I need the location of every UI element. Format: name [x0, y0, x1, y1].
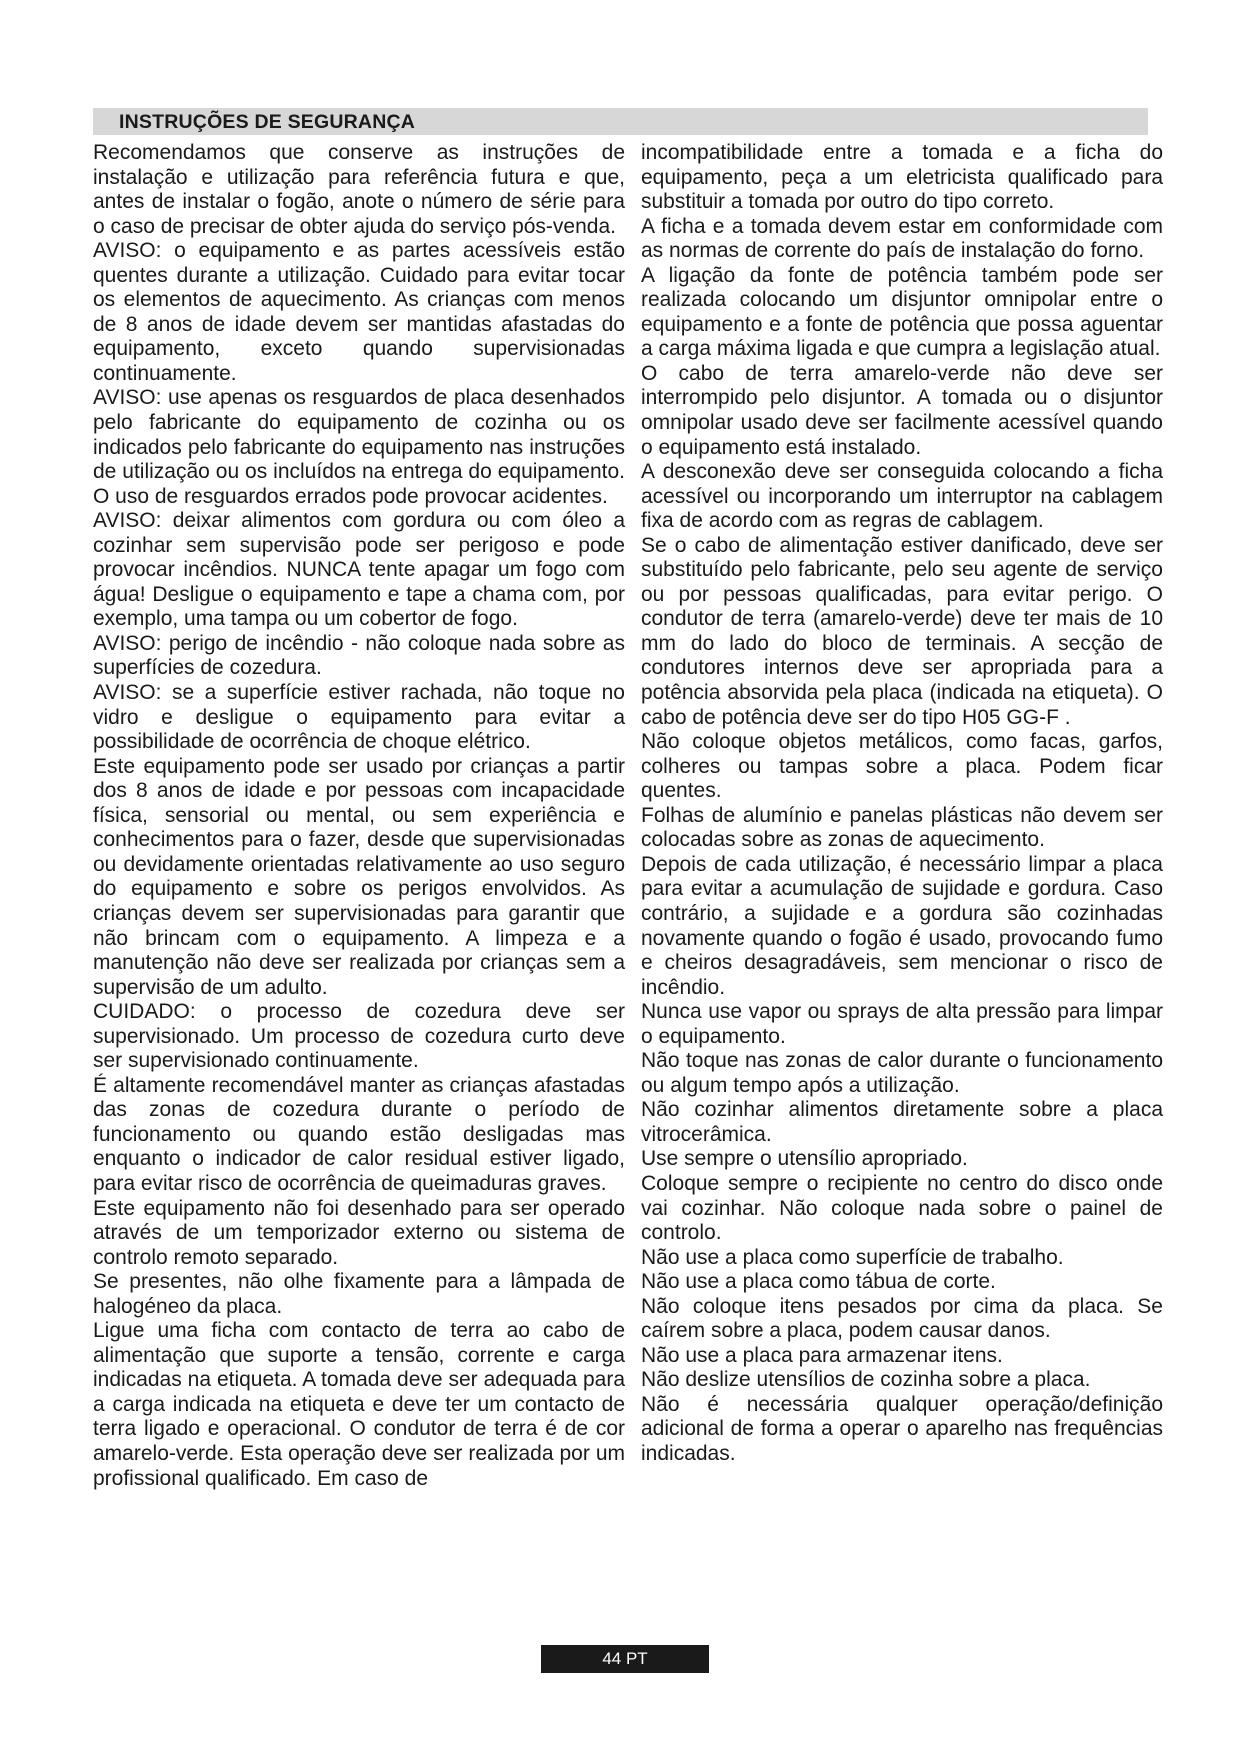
paragraph: AVISO: use apenas os resguardos de placa desenhados pelo fabricante do equipamento de cozinha ou os indicados pelo fabricante do equipamento nas instruções de utilização ou os incluídos na entrega do equipamento. O uso de resguardos errados pode provocar acidentes. [93, 386, 625, 508]
paragraph: AVISO: deixar alimentos com gordura ou com óleo a cozinhar sem supervisão pode ser perigoso e pode provocar incêndios. NUNCA tente apagar um fogo com água! Desligue o equipamento e tape a chama com, por exemplo, uma tampa ou um cobertor de fogo. [93, 509, 625, 631]
paragraph: Não cozinhar alimentos diretamente sobre a placa vitrocerâmica. [641, 1098, 1163, 1146]
paragraph: Recomendamos que conserve as instruções de instalação e utilização para referência futura e que, antes de instalar o fogão, anote o número de série para o caso de precisar de obter ajuda do serviço pós-venda. [93, 141, 625, 238]
paragraph: O cabo de terra amarelo-verde não deve ser interrompido pelo disjuntor. A tomada ou o disjuntor omnipolar usado deve ser facilmente acessível quando o equipamento está instalado. [641, 361, 1163, 459]
paragraph: AVISO: se a superfície estiver rachada, não toque no vidro e desligue o equipamento para evitar a possibilidade de ocorrência de choque elétrico. [93, 681, 625, 754]
paragraph: Se presentes, não olhe fixamente para a lâmpada de halogéneo da placa. [93, 1270, 625, 1318]
paragraph: Não é necessária qualquer operação/definição adicional de forma a operar o aparelho nas frequências indicadas. [641, 1392, 1163, 1465]
paragraph: Coloque sempre o recipiente no centro do disco onde vai cozinhar. Não coloque nada sobre o painel de controlo. [641, 1171, 1163, 1245]
section-header-bar [93, 108, 1148, 135]
paragraph: Se o cabo de alimentação estiver danificado, deve ser substituído pelo fabricante, pelo seu agente de serviço ou por pessoas qualificadas, para evitar perigo. O condutor de terra (amarelo-verde) deve ter mais de 10 mm do lado do bloco de terminais. A secção de condutores internos deve ser apropriada para a potência absorvida pela placa (indicada na etiqueta). O cabo de potência deve ser do tipo H05 GG-F . [641, 533, 1163, 729]
paragraph: A ligação da fonte de potência também pode ser realizada colocando um disjuntor omnipolar entre o equipamento e a fonte de potência que possa aguentar a carga máxima ligada e que cumpra a legislação atual. [641, 263, 1163, 361]
paragraph: Não use a placa como superfície de trabalho. [641, 1245, 1064, 1269]
paragraph: A desconexão deve ser conseguida colocando a ficha acessível ou incorporando um interruptor na cablagem fixa de acordo com as regras de cablagem. [641, 460, 1163, 533]
paragraph: Não deslize utensílios de cozinha sobre a placa. [641, 1368, 1091, 1392]
paragraph: Não coloque objetos metálicos, como facas, garfos, colheres ou tampas sobre a placa. Podem ficar quentes. [641, 730, 1163, 803]
paragraph: Não toque nas zonas de calor durante o funcionamento ou algum tempo após a utilização. [641, 1049, 1163, 1097]
page-number-box [541, 1645, 709, 1673]
paragraph: Nunca use vapor ou sprays de alta pressão para limpar o equipamento. [641, 1000, 1163, 1048]
paragraph: Não use a placa para armazenar itens. [641, 1343, 1003, 1367]
paragraph: incompatibilidade entre a tomada e a ficha do equipamento, peça a um eletricista qualificado para substituir a tomada por outro do tipo correto. [641, 141, 1163, 214]
paragraph: Ligue uma ficha com contacto de terra ao cabo de alimentação que suporte a tensão, corrente e carga indicadas na etiqueta. A tomada deve ser adequada para a carga indicada na etiqueta e deve ter um contacto de terra ligado e operacional. O condutor de terra é de cor amarelo-verde. Esta operação deve ser realizada por um profissional qualificado. Em caso de [93, 1319, 625, 1490]
paragraph: Não coloque itens pesados por cima da placa. Se caírem sobre a placa, podem causar danos. [641, 1294, 1163, 1343]
paragraph: CUIDADO: o processo de cozedura deve ser supervisionado. Um processo de cozedura curto deve ser supervisionado continuamente. [93, 1000, 625, 1073]
page-number: 44 PT [602, 1649, 648, 1668]
paragraph: Não use a placa como tábua de corte. [641, 1270, 996, 1294]
paragraph: A ficha e a tomada devem estar em conformidade com as normas de corrente do país de instalação do forno. [641, 214, 1163, 263]
text-column-left [93, 141, 625, 1491]
paragraph: É altamente recomendável manter as crianças afastadas das zonas de cozedura durante o período de funcionamento ou quando estão desligadas mas enquanto o indicador de calor residual estiver ligado, para evitar risco de ocorrência de queimaduras graves. [93, 1073, 625, 1195]
paragraph: Folhas de alumínio e panelas plásticas não devem ser colocadas sobre as zonas de aquecimento. [641, 803, 1163, 852]
paragraph: AVISO: perigo de incêndio - não coloque nada sobre as superfícies de cozedura. [93, 631, 625, 680]
paragraph: Depois de cada utilização, é necessário limpar a placa para evitar a acumulação de sujidade e gordura. Caso contrário, a sujidade e a gordura são cozinhadas novamente quando o fogão é usado, provocando fumo e cheiros desagradáveis, sem mencionar o risco de incêndio. [641, 852, 1163, 999]
paragraph: Este equipamento não foi desenhado para ser operado através de um temporizador externo ou sistema de controlo remoto separado. [93, 1196, 625, 1269]
paragraph: Use sempre o utensílio apropriado. [641, 1147, 968, 1171]
paragraph: AVISO: o equipamento e as partes acessíveis estão quentes durante a utilização. Cuidado para evitar tocar os elementos de aquecimento. As crianças com menos de 8 anos de idade devem ser mantidas afastadas do equipamento, exceto quando supervisionadas continuamente. [93, 239, 625, 385]
section-title: INSTRUÇÕES DE SEGURANÇA [119, 111, 416, 133]
paragraph: Este equipamento pode ser usado por crianças a partir dos 8 anos de idade e por pessoas com incapacidade física, sensorial ou mental, ou sem experiência e conhecimentos para o fazer, desde que supervisionadas ou devidamente orientadas relativamente ao uso seguro do equipamento e sobre os perigos envolvidos. As crianças devem ser supervisionadas para garantir que não brincam com o equipamento. A limpeza e a manutenção não deve ser realizada por crianças sem a supervisão de um adulto. [93, 754, 625, 999]
text-column-right [641, 141, 1163, 1467]
